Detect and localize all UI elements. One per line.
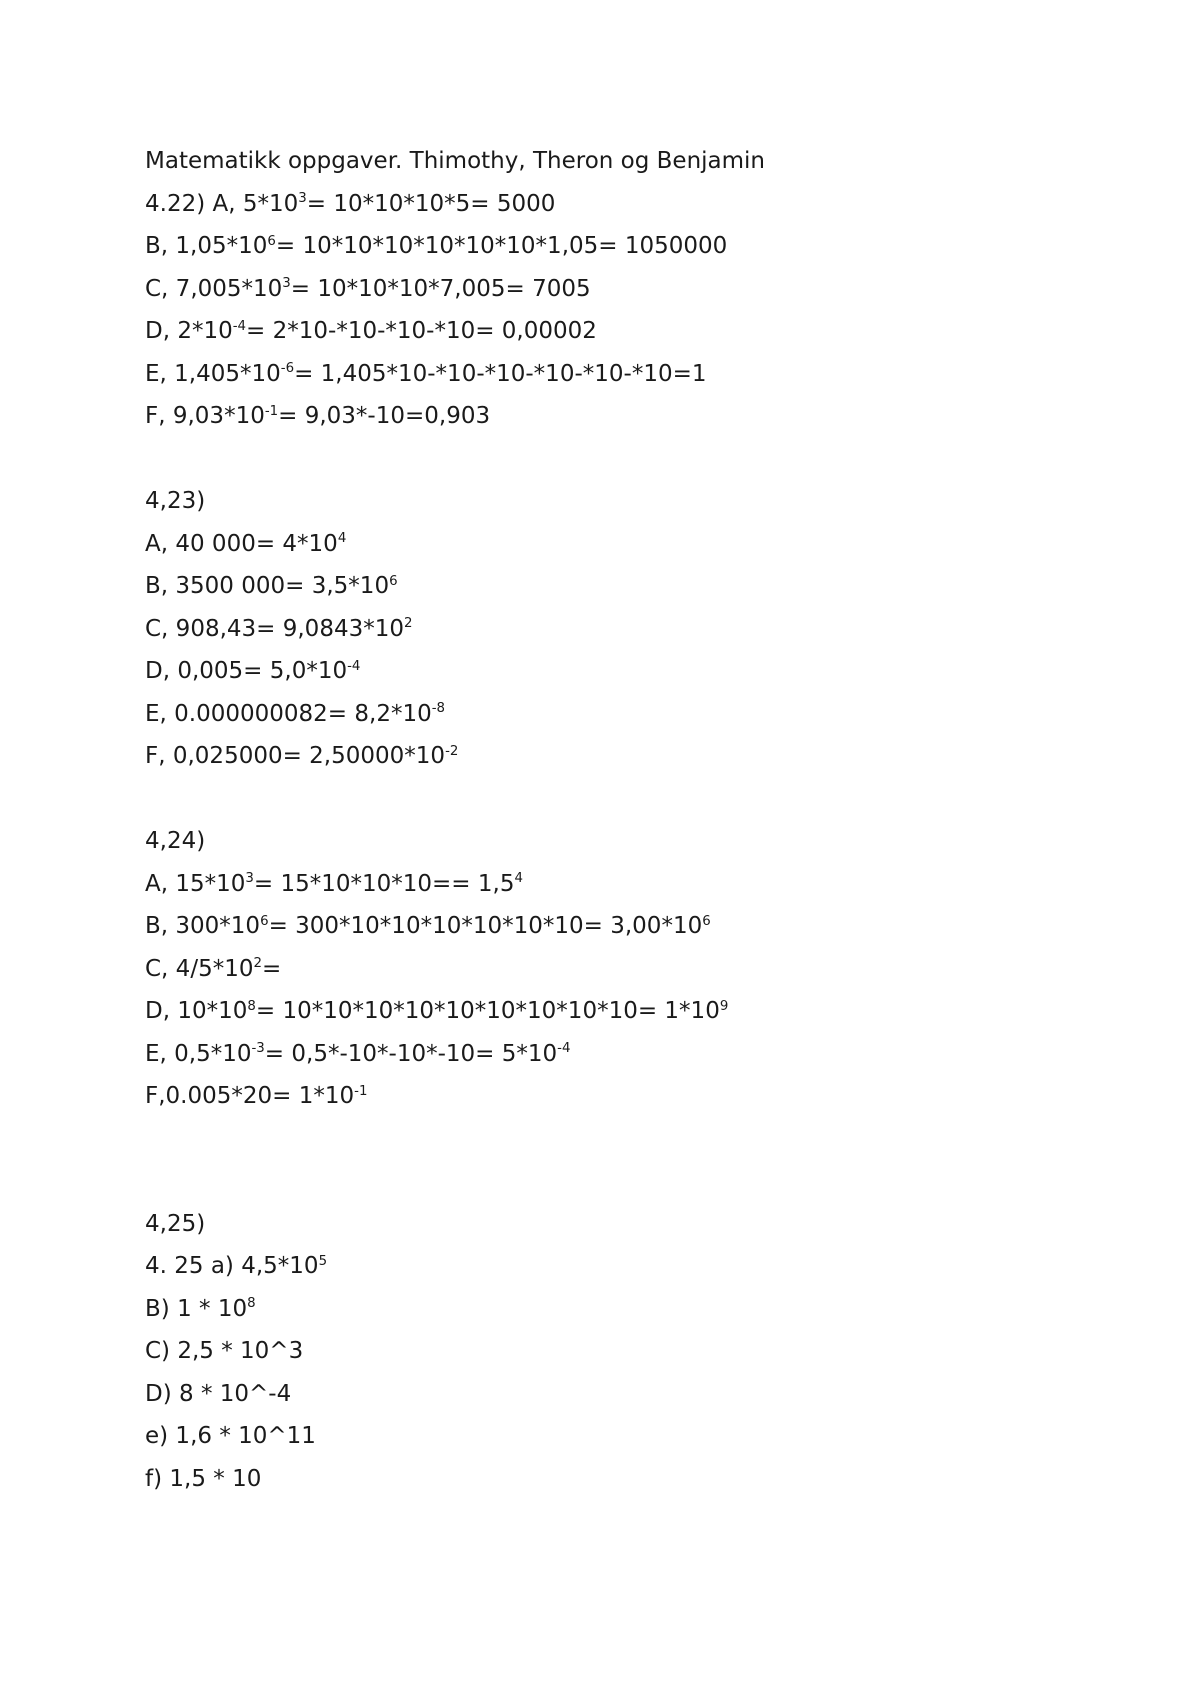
section-4-22 bbox=[145, 183, 1145, 438]
equation-line: B, 3500 $000= 3,5*10^6$ bbox=[145, 573, 398, 599]
exponent: -1 bbox=[264, 403, 279, 419]
exponent: 6 bbox=[389, 573, 398, 589]
exponent: -4 bbox=[232, 318, 247, 334]
equation-line: f) 1,5 * 10 bbox=[145, 1465, 262, 1492]
exponent: 6 bbox=[702, 913, 711, 929]
equation-line: C, $4/5*10^2=$ bbox=[145, 955, 282, 982]
exponent: 2 bbox=[404, 616, 413, 632]
exponent: -3 bbox=[251, 1041, 265, 1057]
exponent: 4 bbox=[514, 871, 523, 887]
exponent: 8 bbox=[247, 1296, 256, 1312]
equation-line: D, $0,005= 5,0*10^{-4}$ bbox=[145, 658, 361, 684]
exponent: -8 bbox=[431, 701, 446, 717]
document-title: Matematikk oppgaver. Thimothy, Theron og Benjamin bbox=[145, 148, 766, 174]
exponent: 3 bbox=[245, 871, 254, 887]
exponent: 2 bbox=[253, 956, 262, 972]
equation-line: F, $9,03*10^{-1}= 9,03*-10=0,903$ bbox=[145, 403, 491, 429]
equation-line: A, 40 $000= 4*10^4$ bbox=[145, 530, 347, 557]
equation-line: E, $1,405*10^{-6}= 1,405*10-*10-*10-*10-*10-*10=1$ bbox=[145, 360, 707, 387]
exponent: -2 bbox=[445, 743, 459, 759]
section-4-24 bbox=[145, 820, 1145, 1118]
exponent: 5 bbox=[318, 1253, 328, 1269]
equation-line: E, $0.000000082= 8,2*10^{-8}$ bbox=[145, 700, 446, 727]
equation-line: 4. 25 a) $4,5*10^5$ bbox=[145, 1253, 328, 1279]
exponent: -6 bbox=[280, 361, 295, 377]
equation-line: B) $1 * 10^8$ bbox=[145, 1295, 256, 1322]
exponent: -4 bbox=[557, 1041, 571, 1057]
exponent: -4 bbox=[347, 658, 361, 674]
equation-line: E, $0,5*10^{-3}= 0,5*-10*-10*-10= 5*10^{-4}$ bbox=[145, 1040, 571, 1067]
equation-line: A, $15*10^3= 15*10*10*10== 1,5^4$ bbox=[145, 870, 523, 897]
equation-line: D, $10*10^8= 10*10*10*10*10*10*10*10*10= 1*10^9$ bbox=[145, 998, 729, 1024]
equation-line: 4.22) A, $5*10^3= 10*10*10*5= 5000$ bbox=[145, 190, 556, 217]
section-4-23 bbox=[145, 480, 1145, 778]
section-4-25 bbox=[145, 1203, 1145, 1501]
equation-line: C) 2,5 * 10^3 bbox=[145, 1338, 304, 1364]
exponent: 9 bbox=[719, 998, 729, 1014]
equation-line: D) 8 * 10^-4 bbox=[145, 1380, 292, 1407]
exponent: 3 bbox=[282, 276, 291, 292]
equation-line: B, $1,05*10^6= 10*10*10*10*10*10*1,05= 1050000$ bbox=[145, 233, 728, 259]
equation-line: B, $300*10^6= 300*10*10*10*10*10*10= 3,00*10^6$ bbox=[145, 913, 711, 939]
section-heading: 4,24) bbox=[145, 828, 206, 854]
exponent: 6 bbox=[260, 913, 269, 929]
equation-line: F, $0,025000= 2,50000*10^{-2}$ bbox=[145, 743, 459, 769]
exponent: 4 bbox=[337, 531, 347, 547]
equation-line: e) 1,6 * 10^11 bbox=[145, 1423, 316, 1449]
exponent: 6 bbox=[267, 233, 276, 249]
equation-line: C, $7,005*10^3= 10*10*10*7,005= 7005$ bbox=[145, 275, 591, 302]
equation-line: C, $908,43= 9,0843*10^2$ bbox=[145, 615, 413, 642]
equation-line: $F,0.005*20= 1*10^{-1}$ bbox=[145, 1083, 368, 1109]
section-heading: 4,25) bbox=[145, 1210, 206, 1237]
document-page bbox=[145, 140, 1145, 1500]
exponent: 8 bbox=[247, 998, 256, 1014]
exponent: -1 bbox=[354, 1083, 368, 1099]
section-heading: 4,23) bbox=[145, 488, 206, 514]
exponent: 3 bbox=[298, 191, 307, 207]
equation-line: D, $2*10^{-4}= 2*10-*10-*10-*10= 0,00002$ bbox=[145, 318, 597, 344]
